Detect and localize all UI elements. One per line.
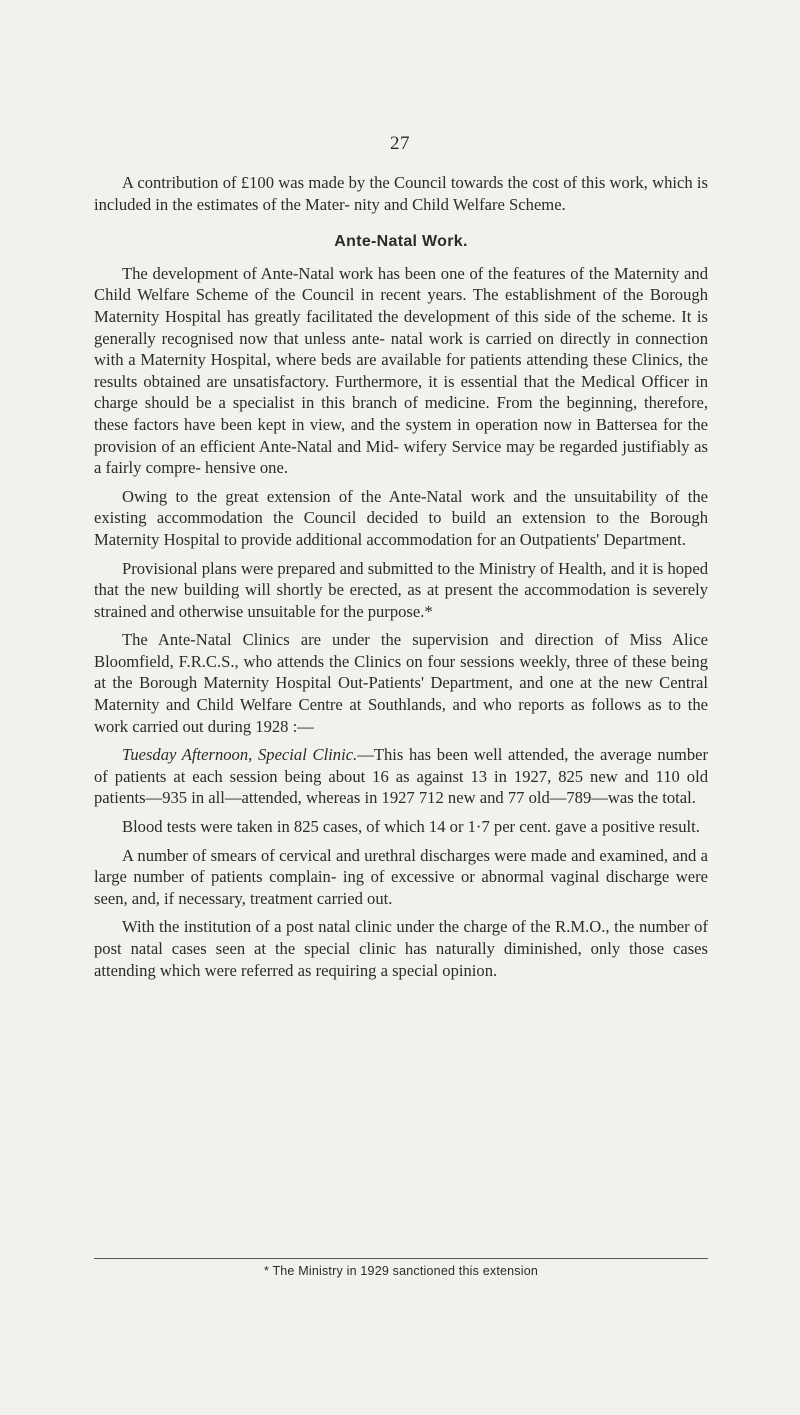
section-heading: Ante-Natal Work. — [334, 233, 468, 251]
paragraph-extension: Owing to the great extension of the Ante-Natal work and the unsuitability of the existing accommodation the Council decided to build an extension to the Borough Maternity Hospital to provide additional accommodation for an Outpatients' Department. — [94, 486, 708, 549]
footnote-divider — [94, 1258, 708, 1259]
paragraph-provisional-plans: Provisional plans were prepared and submitted to the Ministry of Health, and it is hoped that the new building will shortly be erected, as at present the accommodation is severely strained and otherwise unsuitable for the purpose.* — [94, 558, 708, 621]
intro-paragraph: A contribution of £100 was made by the Council towards the cost of this work, which is included in the estimates of the Mater- nity and Child Welfare Scheme. — [94, 173, 708, 214]
paragraph-development: The development of Ante-Natal work has been one of the features of the Maternity and Child Welfare Scheme of the Council in recent years. The establishment of the Borough Maternity Hospital has greatly facilitated the development of this side of the scheme. It is generally recognised now that unless ante- natal work is carried on directly in connection with a Maternity Hospital, where beds are available for patients attending these Clinics, the results obtained are unsatisfactory. Furthermore, it is essential that the Medical Officer in charge should be a specialist in this branch of medicine. From the beginning, therefore, these factors have been kept in view, and the system in operation now in Battersea for the provision of an efficient Ante-Natal and Mid- wifery Service may be regarded justifiably as a fairly compre- hensive one. — [94, 263, 708, 478]
tuesday-clinic-lead: Tuesday Afternoon, Special Clinic. — [122, 745, 358, 765]
paragraph-tuesday-clinic — [94, 744, 708, 809]
paragraph-smears: A number of smears of cervical and urethral discharges were made and examined, and a large number of patients complain- ing of excessive or abnormal vaginal discharge were seen, and, if necessary, treatment carried out. — [94, 845, 708, 908]
paragraph-clinics-supervision: The Ante-Natal Clinics are under the supervision and direction of Miss Alice Bloomfield, F.R.C.S., who attends the Clinics on four sessions weekly, three of these being at the Borough Maternity Hospital Out-Patients' Department, and one at the new Central Maternity and Child Welfare Centre at Southlands, and who reports as follows as to the work carried out during 1928 :— — [94, 630, 708, 736]
tuesday-clinic-text: —This has been well attended, the average number of patients at each session being about 16 as against 13 in 1927, 825 new and 110 old patients—935 in all—attended, whereas in 1927 712 new and 77 old—789—was the total. — [94, 745, 709, 808]
page-number: 27 — [390, 133, 410, 154]
paragraph-post-natal: With the institution of a post natal clinic under the charge of the R.M.O., the number of post natal cases seen at the special clinic has naturally diminished, only those cases attending which were referred as requiring a special opinion. — [94, 917, 708, 980]
body-text — [94, 172, 708, 988]
paragraph-blood-tests: Blood tests were taken in 825 cases, of which 14 or 1·7 per cent. gave a positive result. — [122, 817, 700, 837]
footnote: * The Ministry in 1929 sanctioned this extension — [263, 1264, 539, 1278]
